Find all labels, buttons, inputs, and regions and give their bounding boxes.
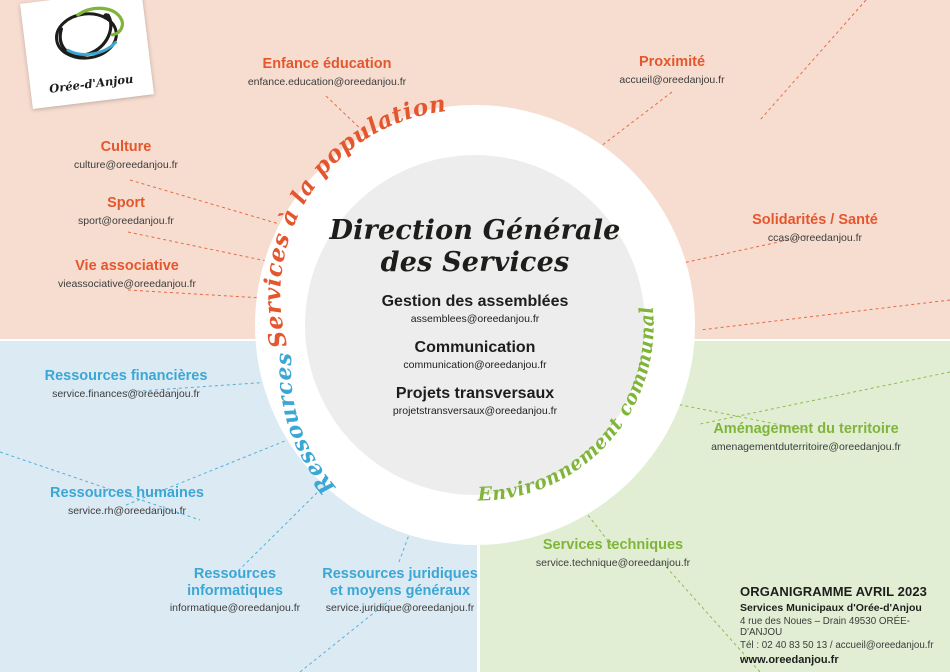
entry-email[interactable]: service.rh@oreedanjou.fr [67,504,187,517]
direction-generale-block [305,215,645,417]
entry-email[interactable]: accueil@oreedanjou.fr [619,73,725,86]
entry-email[interactable]: ccas@oreedanjou.fr [767,231,863,244]
footer-block [740,584,945,666]
entry-title: Ressources financières [44,368,208,384]
entry-title: Culture [100,139,152,155]
entry-culture[interactable] [48,139,204,171]
entry-email[interactable]: sport@oreedanjou.fr [78,214,174,227]
entry-title: Ressources juridiques et moyens généraux [322,566,478,599]
entry-email[interactable]: informatique@oreedanjou.fr [169,602,301,615]
arc-label-ressources: Ressources [270,351,341,500]
entry-email[interactable]: amenagementduterritoire@oreedanjou.fr [711,440,901,453]
entry-email[interactable]: vieassociative@oreedanjou.fr [58,277,196,290]
entry-enfance-education[interactable] [237,56,417,88]
dgs-title-line1: Direction Générale [329,215,621,246]
entry-email[interactable]: culture@oreedanjou.fr [73,158,179,171]
entry-title: Vie associative [75,258,179,274]
center-item-communication [305,339,645,371]
footer-website[interactable]: www.oreedanjou.fr [740,654,839,666]
entry-vie-associative[interactable] [42,258,212,290]
arc-label-population: Services à la population [259,90,449,351]
entry-title: Enfance éducation [262,56,392,72]
entry-services-techniques[interactable] [510,537,716,569]
center-item-email[interactable]: assemblees@oreedanjou.fr [410,312,540,325]
entry-email[interactable]: service.finances@oreedanjou.fr [52,387,200,400]
entry-title: Sport [107,195,145,211]
entry-sport[interactable] [48,195,204,227]
footer-subtitle: Services Municipaux d'Orée-d'Anjou [740,602,922,614]
entry-ressources-humaines[interactable] [32,485,222,517]
entry-ressources-juridiques[interactable] [322,566,478,614]
page-title [305,215,645,279]
entry-ressources-informatiques[interactable] [160,566,310,614]
entry-title: Proximité [638,54,706,70]
logo-card[interactable] [20,0,154,109]
arc-label-environnement: Environnement communal [477,305,659,506]
entry-title: Services techniques [542,537,684,553]
center-item-label: Projets transversaux [395,384,555,402]
entry-email[interactable]: enfance.education@oreedanjou.fr [247,75,407,88]
center-item-assemblees [305,293,645,325]
footer-contact[interactable]: Tél : 02 40 83 50 13 / accueil@oreedanjou.fr [740,640,934,651]
entry-title: Solidarités / Santé [752,212,878,228]
center-item-label: Communication [414,338,536,356]
footer-title: ORGANIGRAMME AVRIL 2023 [740,584,927,599]
entry-email[interactable]: service.juridique@oreedanjou.fr [325,602,475,615]
center-item-label: Gestion des assemblées [381,292,569,310]
entry-solidarites-sante[interactable] [720,212,910,244]
entry-title: Ressources humaines [50,485,204,501]
entry-email[interactable]: service.technique@oreedanjou.fr [535,556,691,569]
center-item-email[interactable]: projetstransversaux@oreedanjou.fr [392,404,558,417]
center-item-projets-transversaux [305,385,645,417]
entry-title: Ressources informatiques [187,566,283,599]
logo-label: Orée-d'Anjou [48,71,135,96]
footer-address: 4 rue des Noues – Drain 49530 ORÉE-D'ANJOU [740,616,910,638]
entry-amenagement-territoire[interactable] [690,421,922,453]
entry-title: Aménagement du territoire [713,421,899,437]
dgs-title-line2: des Services [380,246,570,278]
center-item-email[interactable]: communication@oreedanjou.fr [403,358,547,371]
entry-ressources-financieres[interactable] [26,368,226,400]
entry-proximite[interactable] [592,54,752,86]
